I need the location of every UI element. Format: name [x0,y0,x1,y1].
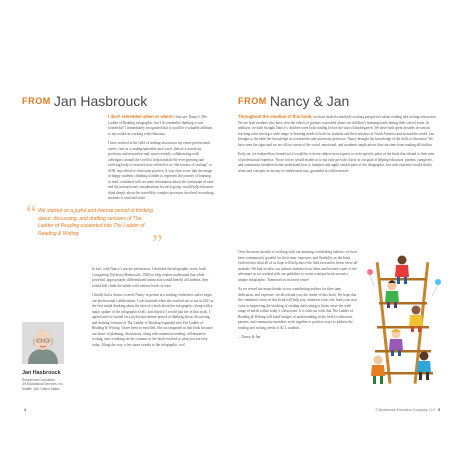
pull-quote: We started on a joyful and intense period of thinking about, discussing, and drafting versions of The Ladder of Reading expanded into The Ladder of Reading & Writing. [38,208,153,237]
ladder-illustration [362,252,446,388]
right-paragraph-4: As we reread our many thanks to our contributing authors for their time, dedication, and expertise, we also thank you, the reader of this book. We hope that the combined voices in this book will help you, whatever your role, lend your own voice to improving the teaching of reading and writing to better serve the wide range of needs within today’s classrooms. It is with our wish that The Ladder of Reading & Writing will build bridges of understanding in the field so educators, parents, and community members work together to position ways to address the reading and writing needs of ALL students. [238,287,357,330]
intro-rest: I first saw Nancy’s The Ladder of Reading infographic, but I do remember thinking it was wonderful! I immediately recognized that it could be a valuable addition to my toolkit in working with educators. [108,115,213,136]
author-role: Researcher/Consultant JH Educational Services, Inc. Seattle, WA, United States [22,378,64,391]
left-page-heading [22,93,147,109]
portrait-icon [22,322,64,364]
right-paragraph-3: Over the many months of working with our amazing contributing authors, we have been continuously grateful for their time, expertise, and flexibility as the book evolved into what all of us hope will help move the field forward to better serve all students. We had an idea: our authors embraced our ideas and became a part of the adventure as we worked with our publisher to create a unique book around a unique infographic. Teamwork in its truest sense! [238,250,358,282]
publisher-line: © Benchmark Education Company, LLC [375,408,436,412]
right-folio [375,408,440,412]
author-photo [22,322,64,364]
right-page-number: 5 [438,408,440,412]
right-paragraph-2: Early on, we realized how beneficial it would be to invite subject-area experts to write specific parts of the book that related to their area of professional expertise. Those voices would enable us to not only provide clarity in our goal of helping educators, parents, caregivers, and community members better understand how to interpret and apply certain parts of the infographic, but such expertise would clarify terms and concepts in an easy-to-understand way, grounded in solid research. [238,152,435,173]
signature: —Nancy & Jan [238,335,261,339]
left-folio [22,408,26,412]
right-upper-column [238,114,438,244]
intro-rest: we have shared a similarly exciting perspective about reading and writing instruction. We are both mothers who have seen the effects of parents concerned about our children’s learning needs during their school years. In addition, we both brought Nancy’s children were both reading before the start of kindergarten. We have both spent decades in various teaching roles serving a wide range of learning needs of both for students and their teachers in North America and around the world. Jan brought to the table her knowledge as a researcher and university professor. Nancy brought her knowledge of the field of education. We have seen the signs and we are all too aware of the social, emotional, and academic implications that can stem from reading difficulties. [238,115,437,147]
open-quote-icon: “ [26,201,37,227]
author-name: Jan Hasbrouck [22,370,61,376]
intro-lead: Throughout the creation of this book, [238,114,313,119]
right-page-heading [238,93,349,109]
left-page-number: 4 [24,408,26,412]
left-lower-column [92,267,214,399]
heading-name: Jan Hasbrouck [53,93,148,109]
left-intro-paragraph [108,114,214,137]
left-paragraph-3: In fact, with Nancy’s sincere permission, I included the infographic in my book Conquering Dyslexia (Hasbrouck, 2020) to help readers understand that while powerful, appropriately differentiated instruction would benefit all students, they would still climb the ladder with various levels of ease. [92,267,209,288]
left-intro-column [108,114,214,202]
heading-from-label: FROM [22,96,51,106]
left-paragraph-2: I have worked in the field of reading instruction my entire professional career, first as a reading specialist and coach, then as a university professor and researcher and, more recently, collaborating with colleagues around the world to help translate the ever-growing and evolving body of research now referred to as “the science of reading” or SOR, into effective classroom practice. It was clear to me that the image of happy students climbing a ladder to represent the journey of learning to read, combined with accurate information about the continuum of ease and the instructional considerations for each group, would help educators think deeply about the incredibly complex processes involved in teaching students to read and write. [108,141,214,200]
balloon-icon [367,269,373,275]
intro-lead: I don’t remember when or where [108,114,173,119]
left-paragraph-4: I finally had a chance to meet Nancy in person at a reading conference and to begin our professional collaboration. I was honored when she reached out to me in 2021 at the first initial thinking about the idea of a book about her infographic, along with a major update of the infographic itself, and asked if I would join her in that work. I agreed and we started on a joyful and intense period of thinking about, discussing, and drafting versions of The Ladder of Reading expanded into The Ladder of Reading & Writing. I have been so enriched. She accompanied in this book because our hours of planning, discussions, along with numerous reading, collaborative writing, and co-editing on the contents of the book evolved to what you see here today. Along the way, a few more tweaks to the infographic, too! [92,293,214,347]
child-figure-6 [371,356,385,385]
balloon-icon [435,279,441,285]
heading-from-label: FROM [238,96,267,106]
right-lower-column [238,250,358,400]
right-intro-paragraph [238,114,438,148]
close-quote-icon: ” [152,231,163,257]
heading-name: Nancy & Jan [269,93,350,109]
